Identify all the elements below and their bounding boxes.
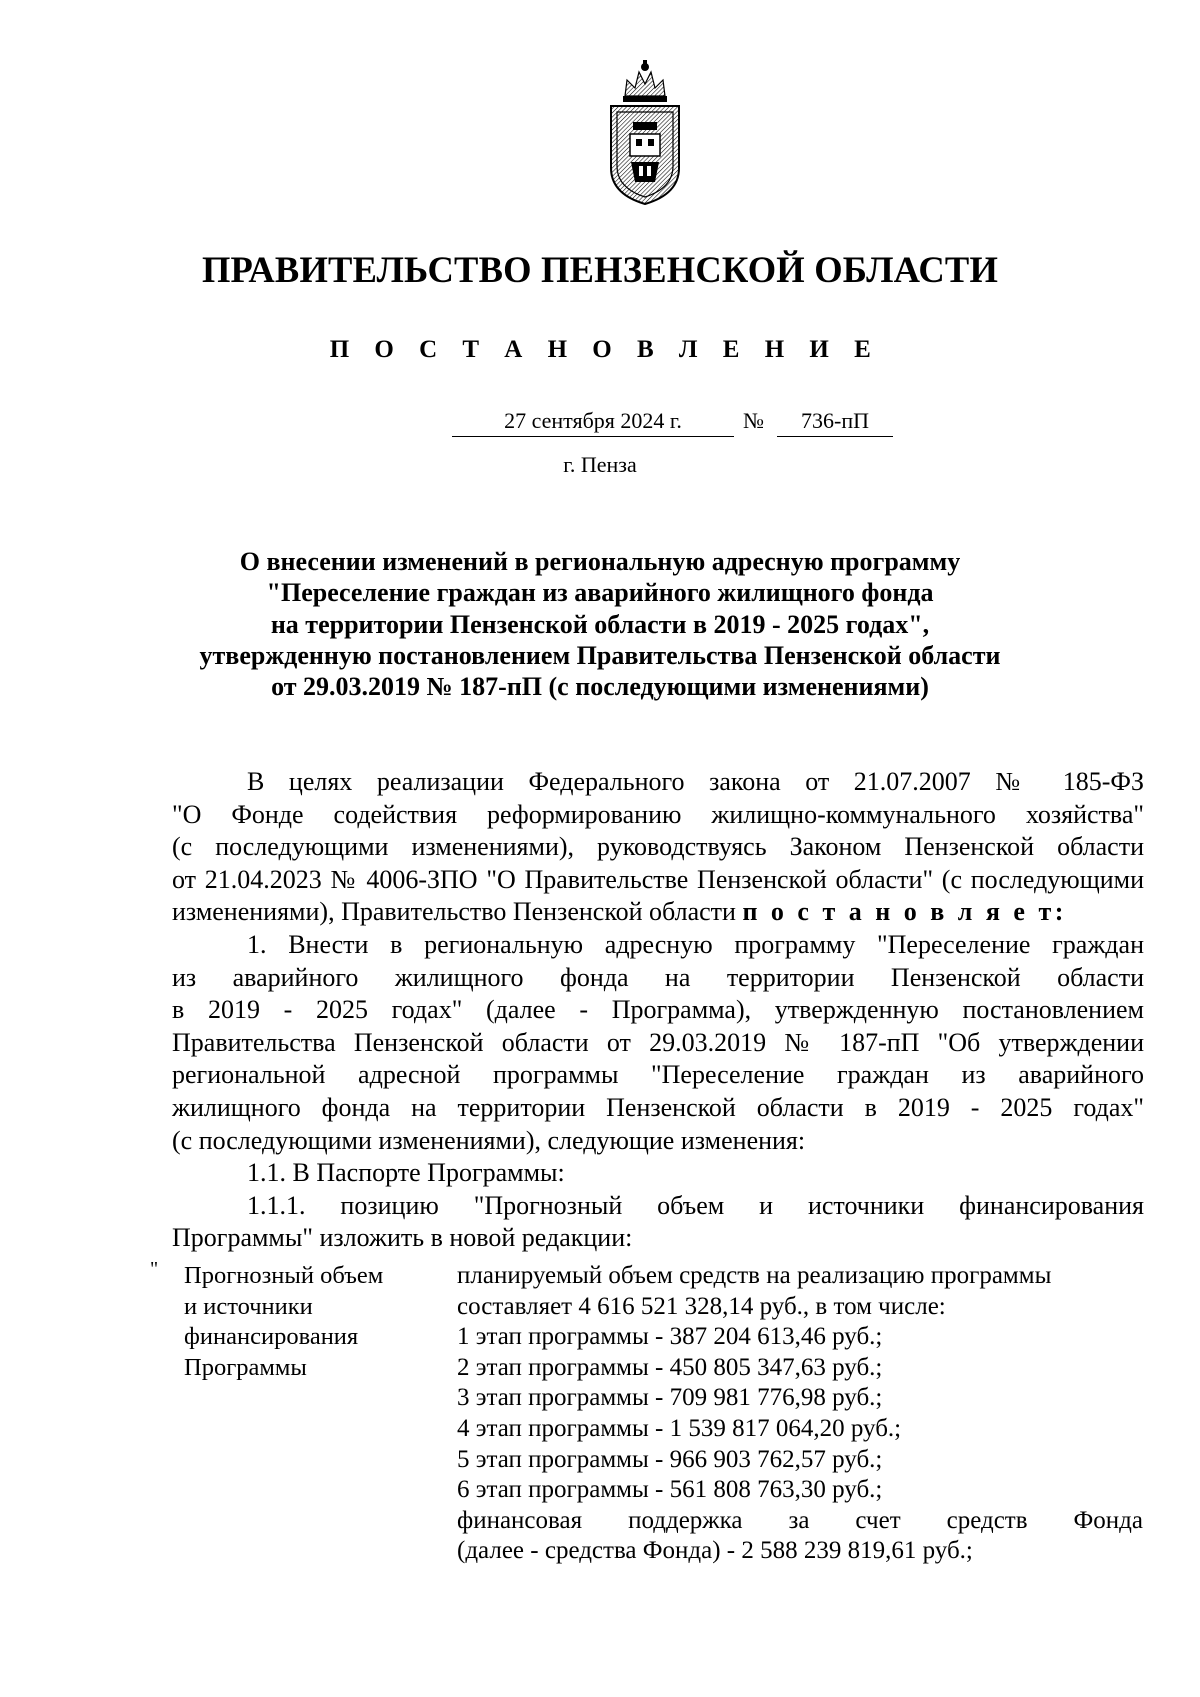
passport-right-line: 4 этап программы - 1 539 817 064,20 руб.; bbox=[457, 1414, 902, 1442]
passport-right-line: (далее - средства Фонда) - 2 588 239 819,61 руб.; bbox=[457, 1537, 973, 1565]
number-sign: № bbox=[743, 408, 764, 433]
passport-left-line: Программы bbox=[184, 1353, 307, 1381]
body-line: 1.1. В Паспорте Программы: bbox=[247, 1158, 565, 1188]
body-line: Программы" изложить в новой редакции: bbox=[172, 1223, 633, 1253]
body-line: в 2019 - 2025 годах" (далее - Программа), утвержденную постановлением bbox=[172, 995, 1144, 1025]
open-quote: " bbox=[150, 1258, 159, 1280]
body-line: жилищного фонда на территории Пензенской области в 2019 - 2025 годах" bbox=[172, 1092, 1144, 1122]
title-line: от 29.03.2019 № 187-пП (с последующими изменениями) bbox=[271, 672, 929, 702]
title-line: на территории Пензенской области в 2019 - 2025 годах", bbox=[270, 609, 930, 639]
passport-right-line: 5 этап программы - 966 903 762,57 руб.; bbox=[457, 1445, 883, 1473]
passport-right-line: 3 этап программы - 709 981 776,98 руб.; bbox=[457, 1384, 883, 1412]
body-line: от 21.04.2023 № 4006-ЗПО "О Правительстве Пензенской области" (с последующими bbox=[172, 864, 1144, 894]
passport-right-line: планируемый объем средств на реализацию программы bbox=[457, 1262, 1052, 1289]
document-title bbox=[0, 546, 1200, 702]
passport-position-name bbox=[184, 1261, 383, 1383]
body-line: 1. Внести в региональную адресную программу "Переселение граждан bbox=[247, 929, 1144, 959]
city: г. Пенза bbox=[563, 452, 637, 477]
passport-position-value bbox=[457, 1261, 1143, 1567]
title-line: утвержденную постановлением Правительства Пензенской области bbox=[199, 640, 1001, 670]
title-line: О внесении изменений в региональную адресную программу bbox=[239, 547, 961, 576]
body-line: Правительства Пензенской области от 29.03.2019 № 187-пП "Об утверждении bbox=[172, 1027, 1144, 1057]
passport-right-line: составляет 4 616 521 328,14 руб., в том числе: bbox=[457, 1292, 946, 1320]
document-body bbox=[172, 766, 1144, 1255]
body-line: региональной адресной программы "Переселение граждан из аварийного bbox=[172, 1060, 1144, 1090]
passport-right-line: финансовая поддержка за счет средств Фонда bbox=[457, 1506, 1143, 1534]
passport-right-line: 1 этап программы - 387 204 613,46 руб.; bbox=[457, 1323, 883, 1351]
document-type: П О С Т А Н О В Л Е Н И Е bbox=[329, 336, 881, 363]
passport-left-line: и источники bbox=[184, 1292, 313, 1320]
passport-right-line: 6 этап программы - 561 808 763,30 руб.; bbox=[457, 1476, 883, 1504]
coat-of-arms-emblem bbox=[603, 58, 687, 208]
passport-left-line: Прогнозный объем bbox=[184, 1262, 384, 1289]
body-line bbox=[172, 896, 1144, 929]
body-line: (с последующими изменениями), следующие изменения: bbox=[172, 1125, 806, 1155]
body-line: (с последующими изменениями), руководствуясь Законом Пензенской области bbox=[172, 832, 1144, 862]
body-line: В целях реализации Федерального закона от 21.07.2007 № 185-ФЗ bbox=[247, 767, 1144, 796]
government-name: ПРАВИТЕЛЬСТВО ПЕНЗЕНСКОЙ ОБЛАСТИ bbox=[201, 249, 999, 290]
body-text-fragment: изменениями), Правительство Пензенской области bbox=[172, 897, 736, 927]
title-line: "Переселение граждан из аварийного жилищного фонда bbox=[266, 578, 934, 608]
passport-right-line: 2 этап программы - 450 805 347,63 руб.; bbox=[457, 1353, 883, 1381]
document-number: 736-пП bbox=[777, 406, 893, 437]
document-date: 27 сентября 2024 г. bbox=[452, 406, 734, 437]
body-line: 1.1.1. позицию "Прогнозный объем и источники финансирования bbox=[247, 1190, 1144, 1220]
decree-word: п о с т а н о в л я е т: bbox=[742, 897, 1067, 927]
passport-left-line: финансирования bbox=[184, 1323, 359, 1351]
body-line: "О Фонде содействия реформированию жилищно-коммунального хозяйства" bbox=[172, 799, 1144, 829]
body-line: из аварийного жилищного фонда на территории Пензенской области bbox=[172, 962, 1144, 992]
